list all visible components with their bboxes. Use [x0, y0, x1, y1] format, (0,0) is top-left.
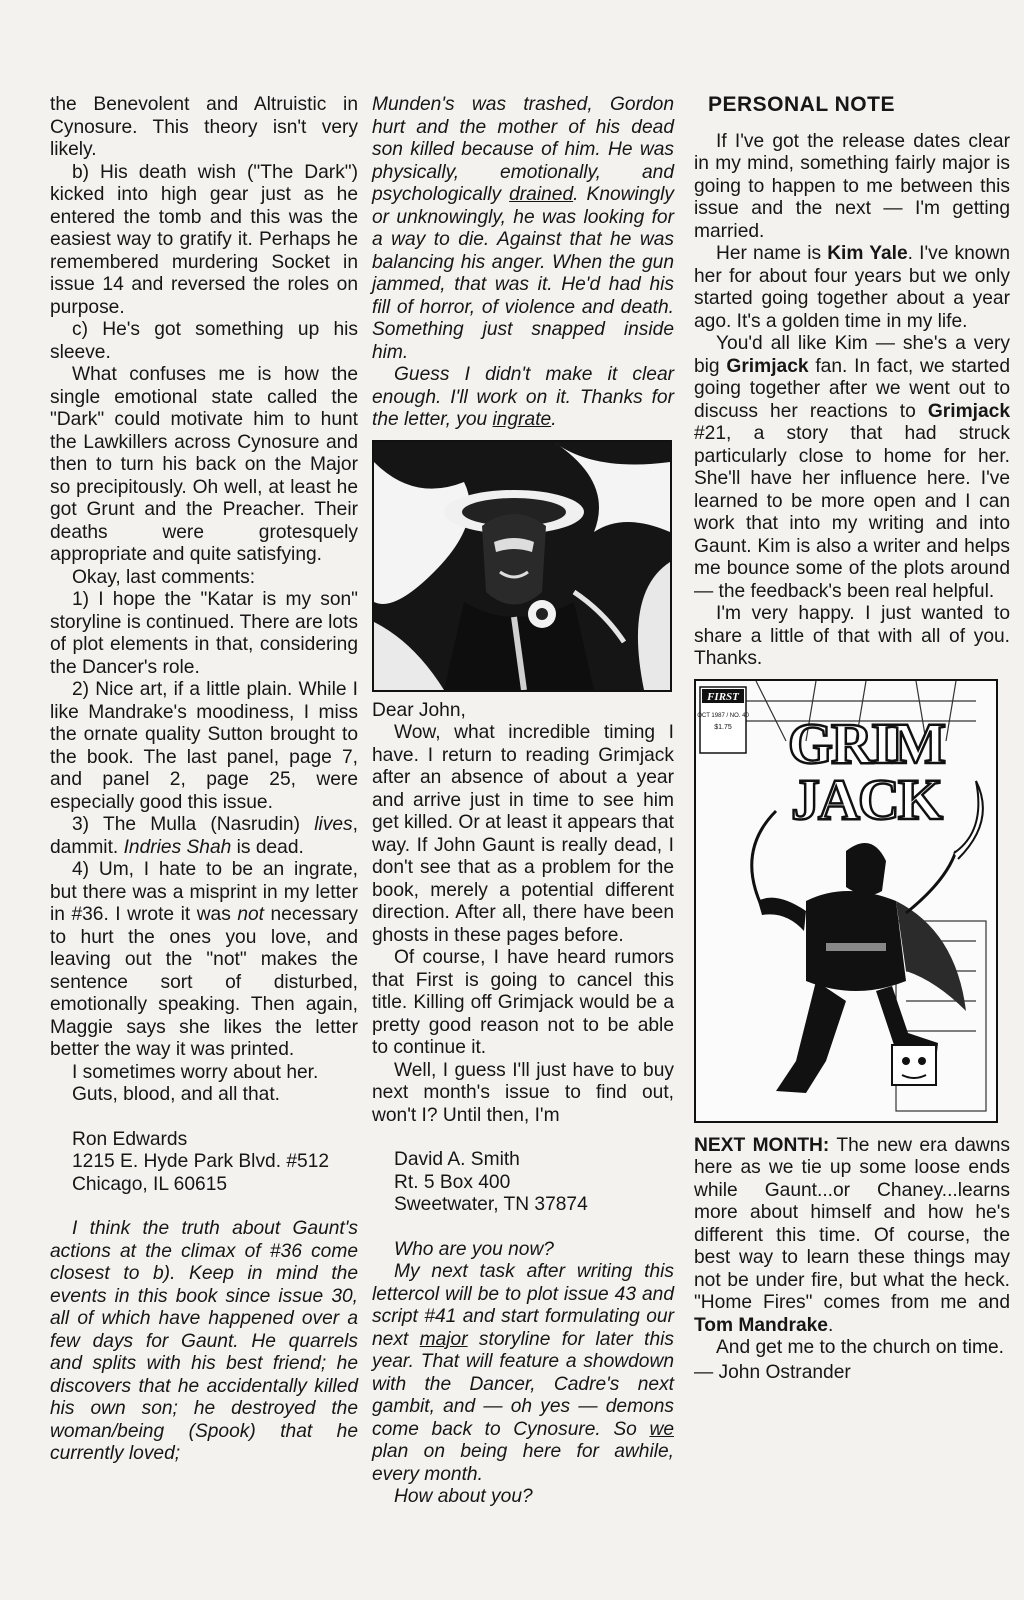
- editor-reply: Who are you now?: [394, 1238, 554, 1260]
- column-left: [50, 94, 358, 1466]
- text-run: #21, a story that had struck particularly close to home for her. She'll have her influence here. I've learned to be more open and I can work that into my writing and into Gaunt. Kim is also a writer and helps me bounce some of the plots around — the feedback's been real helpful.: [694, 423, 1010, 602]
- letter1-paragraph: Okay, last comments:: [72, 566, 256, 588]
- note-paragraph: [694, 243, 1010, 333]
- letter1-paragraph: I sometimes worry about her.: [72, 1061, 319, 1083]
- text-run: . I've known her for about four years but we only started going together about a year ago. It's a golden time in my life.: [694, 243, 1011, 332]
- signature-city: Chicago, IL 60615: [72, 1173, 228, 1195]
- text-run: necessary to hurt the ones you love, and leaving out the "not" makes the sentence sort of disturbed, emotionally speaking. Then again, Maggie says she likes the letter better the way it was printed.: [50, 904, 358, 1060]
- text-run: lives: [314, 814, 353, 835]
- text-run: Tom Mandrake: [694, 1314, 828, 1336]
- signature-name: Ron Edwards: [72, 1128, 188, 1150]
- text-run: Grimjack: [927, 400, 1010, 422]
- text-run: Guess I didn't make it clear enough. I'll work on it. Thanks for the letter, you: [372, 364, 674, 430]
- note-paragraph: If I've got the release dates clear in my mind, something fairly major is going to happen to me between this issue and the next — I'm getting married.: [694, 130, 1010, 242]
- grimjack-figure-drawing: [374, 442, 670, 690]
- letter1-paragraph: [50, 814, 358, 859]
- column-right: [694, 94, 1010, 1384]
- signoff: — John Ostrander: [694, 1361, 851, 1383]
- text-run: .: [827, 1314, 834, 1336]
- signature-name: David A. Smith: [394, 1149, 520, 1170]
- letter1-paragraph: b) His death wish ("The Dark") kicked into high gear just as he entered the tomb and this was the easiest way to gratify it. Perhaps he remembered murdering Socket in issue 14 and reversed the roles on purpose.: [50, 161, 358, 318]
- note-paragraph: [694, 333, 1010, 603]
- cover-title-top: GRIM: [787, 710, 945, 776]
- letter2-salutation: Dear John,: [372, 699, 466, 721]
- text-run: Kim Yale: [827, 243, 908, 264]
- note-paragraph: And get me to the church on time.: [716, 1337, 1004, 1358]
- text-run: we: [649, 1418, 674, 1440]
- text-run: . Knowingly or unknowingly, he was looking for a way to die. Against that he was balancing his anger. When the gun jammed, that was it. He'd had his fill of horror, of violence and death. Something just snapped inside him.: [372, 184, 674, 363]
- letter2-paragraph: Well, I guess I'll just have to buy next month's issue to find out, won't I? Until then, I'm: [372, 1059, 674, 1126]
- grimjack-cover-image: [694, 679, 998, 1123]
- text-run: .: [551, 409, 557, 430]
- text-run: plan on being here for awhile, every month.: [372, 1441, 674, 1485]
- note-paragraph: I'm very happy. I just wanted to share a little of that with all of you. Thanks.: [694, 603, 1010, 669]
- letter1-paragraph: Guts, blood, and all that.: [72, 1084, 280, 1105]
- editor-reply: [372, 1261, 674, 1486]
- text-run: Grimjack: [726, 355, 809, 377]
- text-run: major: [419, 1328, 468, 1350]
- section-heading: PERSONAL NOTE: [708, 93, 895, 116]
- grimjack-illustration: [372, 440, 672, 692]
- letter2-paragraph: Wow, what incredible timing I have. I return to reading Grimjack after an absence of about a year and arrive just in time to see him get killed. Or at least it appears that way. If John Gaunt is really dead, I don't see that as a problem for the book, merely a potential different direction. After all, there have been ghosts in these pages before.: [372, 722, 674, 946]
- letter1-paragraph: 1) I hope the "Katar is my son" storyline is continued. There are lots of plot elements in that, considering the Dancer's role.: [50, 589, 358, 678]
- letter1-paragraph: 2) Nice art, if a little plain. While I like Mandrake's moodiness, I miss the ornate quality Sutton brought to the book. The last panel, page 7, and panel 2, page 25, were especially good this issue.: [50, 679, 358, 813]
- text-run: ingrate: [492, 409, 552, 430]
- cover-title-bottom: JACK: [791, 766, 941, 832]
- editor-reply: I think the truth about Gaunt's actions at the climax of #36 come closest to b). Keep in mind the events in this book since issue 30, all of which have happened over a few days for Gaunt. He quarrels and splits with his best friend; he discovers that he accidentally killed his own son; he destroyed the woman/being (Spook) that he currently loved;: [50, 1218, 358, 1464]
- text-run: 3) The Mulla (Nasrudin): [72, 814, 315, 835]
- text-run: drained: [509, 184, 574, 205]
- letter1-paragraph: What confuses me is how the single emotional state called the "Dark" could motivate him to hunt the Lawkillers across Cynosure and then to turn his back on the Major so precipitously. Oh well, at least he got Grunt and the Preacher. Their deaths were grotesquely appropriate and quite satisfying.: [50, 364, 358, 565]
- letter1-paragraph: c) He's got something up his sleeve.: [50, 319, 358, 363]
- text-run: storyline for later this year. That will feature a showdown with the Dancer, Cadre's next gambit, and — oh yes — demons come back to Cynosure. So: [372, 1328, 674, 1440]
- cover-price: $1.75: [714, 723, 732, 731]
- letter1-paragraph: [50, 859, 358, 1062]
- text-run: Her name is: [716, 243, 828, 264]
- next-month-label: NEXT MONTH:: [694, 1134, 830, 1156]
- text-run: 4) Um, I hate to be an ingrate, but there was a misprint in my letter in #36. I wrote it was: [50, 859, 358, 925]
- text-run: fan. In fact, we started going together after we went out to discuss her reactions to: [694, 355, 1010, 422]
- text-run: , dammit.: [50, 814, 358, 858]
- column-middle: [372, 94, 674, 1509]
- text-run: My next task after writing this lettercol will be to plot issue 43 and script #41 and start formulating our next: [372, 1261, 674, 1350]
- cover-drawing: [696, 681, 996, 1121]
- next-month-paragraph: [694, 1135, 1010, 1338]
- signature-street: 1215 E. Hyde Park Blvd. #512: [72, 1151, 330, 1172]
- text-run: The new era dawns here as we tie up some loose ends while Gaunt...or Chaney...learns more about himself and how he's different this time. Of course, the best way to learn these things may not be under fire, but what the heck. "Home Fires" comes from me and: [694, 1134, 1010, 1313]
- text-run: not: [237, 904, 265, 925]
- text-run: Munden's was trashed, Gordon hurt and the mother of his dead son killed because of him. He was physically, emotionally, and psychologically: [372, 94, 674, 205]
- text-run: You'd all like Kim — she's a very big: [694, 333, 1010, 377]
- editor-reply: How about you?: [394, 1486, 533, 1507]
- editor-reply: [372, 94, 674, 364]
- cover-publisher: FIRST: [707, 690, 739, 703]
- letter2-paragraph: Of course, I have heard rumors that First is going to cancel this title. Killing off Grimjack would be a pretty good reason not to be able to continue it.: [372, 947, 674, 1058]
- letter1-paragraph: the Benevolent and Altruistic in Cynosure. This theory isn't very likely.: [50, 94, 358, 160]
- signature-street: Rt. 5 Box 400: [394, 1171, 511, 1193]
- signature-city: Sweetwater, TN 37874: [394, 1194, 588, 1215]
- editor-reply: [372, 364, 674, 432]
- text-run: Indries Shah: [123, 836, 232, 858]
- cover-issue: OCT 1987 / NO. 40: [697, 712, 749, 719]
- text-run: is dead.: [231, 836, 304, 858]
